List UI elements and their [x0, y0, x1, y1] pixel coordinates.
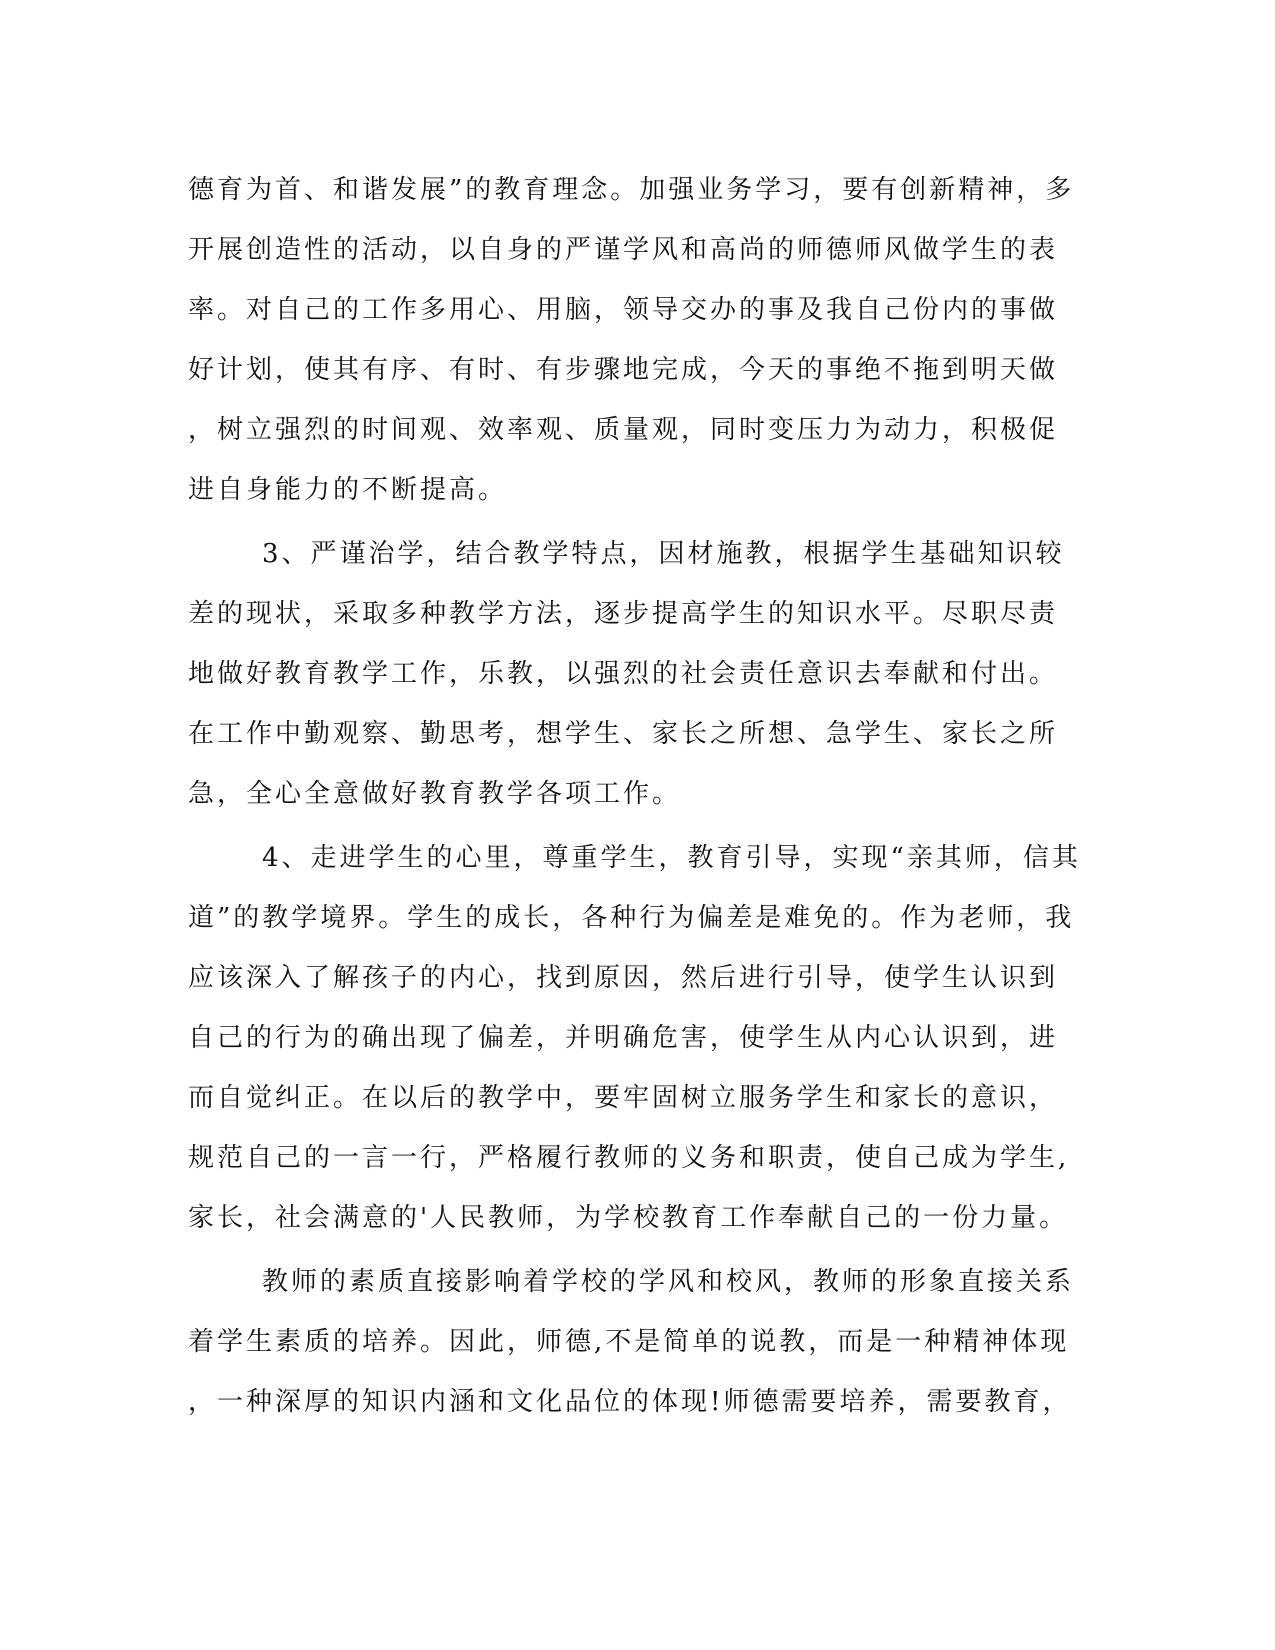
text-line: 4、走进学生的心里，尊重学生，教育引导，实现“亲其师，信其: [262, 843, 1081, 873]
text-line: 在工作中勤观察、勤思考，想学生、家长之所想、急学生、家长之所: [188, 719, 1059, 749]
text-line: 进自身能力的不断提高。: [188, 475, 508, 505]
text-line: 道”的教学境界。学生的成长，各种行为偏差是难免的。作为老师，我: [188, 903, 1075, 933]
paragraph-4: [188, 1252, 1088, 1432]
text-line: 而自觉纠正。在以后的教学中，要牢固树立服务学生和家长的意识，: [188, 1083, 1059, 1113]
text-line: 德育为首、和谐发展”的教育理念。加强业务学习，要有创新精神，多: [188, 175, 1075, 205]
text-line: 急，全心全意做好教育教学各项工作。: [188, 779, 682, 809]
text-line: ，一种深厚的知识内涵和文化品位的体现!师德需要培养，需要教育，: [188, 1387, 1072, 1417]
text-line: 着学生素质的培养。因此，师德,不是简单的说教，而是一种精神体现: [188, 1327, 1070, 1357]
text-line: 地做好教育教学工作，乐教，以强烈的社会责任意识去奉献和付出。: [188, 659, 1059, 689]
text-line: 率。对自己的工作多用心、用脑，领导交办的事及我自己份内的事做: [188, 295, 1059, 325]
text-line: 应该深入了解孩子的内心，找到原因，然后进行引导，使学生认识到: [188, 963, 1059, 993]
text-line: 家长，社会满意的'人民教师，为学校教育工作奉献自己的一份力量。: [188, 1203, 1069, 1233]
document-body: [188, 160, 1088, 1436]
paragraph-3: [188, 828, 1088, 1248]
text-line: ，树立强烈的时间观、效率观、质量观，同时变压力为动力，积极促: [188, 415, 1059, 445]
text-line: 好计划，使其有序、有时、有步骤地完成，今天的事绝不拖到明天做: [188, 355, 1059, 385]
paragraph-2: [188, 524, 1088, 824]
paragraph-1: [188, 160, 1088, 520]
text-line: 开展创造性的活动，以自身的严谨学风和高尚的师德师风做学生的表: [188, 235, 1059, 265]
text-line: 教师的素质直接影响着学校的学风和校风，教师的形象直接关系: [262, 1267, 1075, 1297]
text-line: 规范自己的一言一行，严格履行教师的义务和职责，使自己成为学生,: [188, 1143, 1070, 1173]
text-line: 自己的行为的确出现了偏差，并明确危害，使学生从内心认识到，进: [188, 1023, 1059, 1053]
text-line: 3、严谨治学，结合教学特点，因材施教，根据学生基础知识较: [262, 539, 1065, 569]
text-line: 差的现状，采取多种教学方法，逐步提高学生的知识水平。尽职尽责: [188, 599, 1059, 629]
